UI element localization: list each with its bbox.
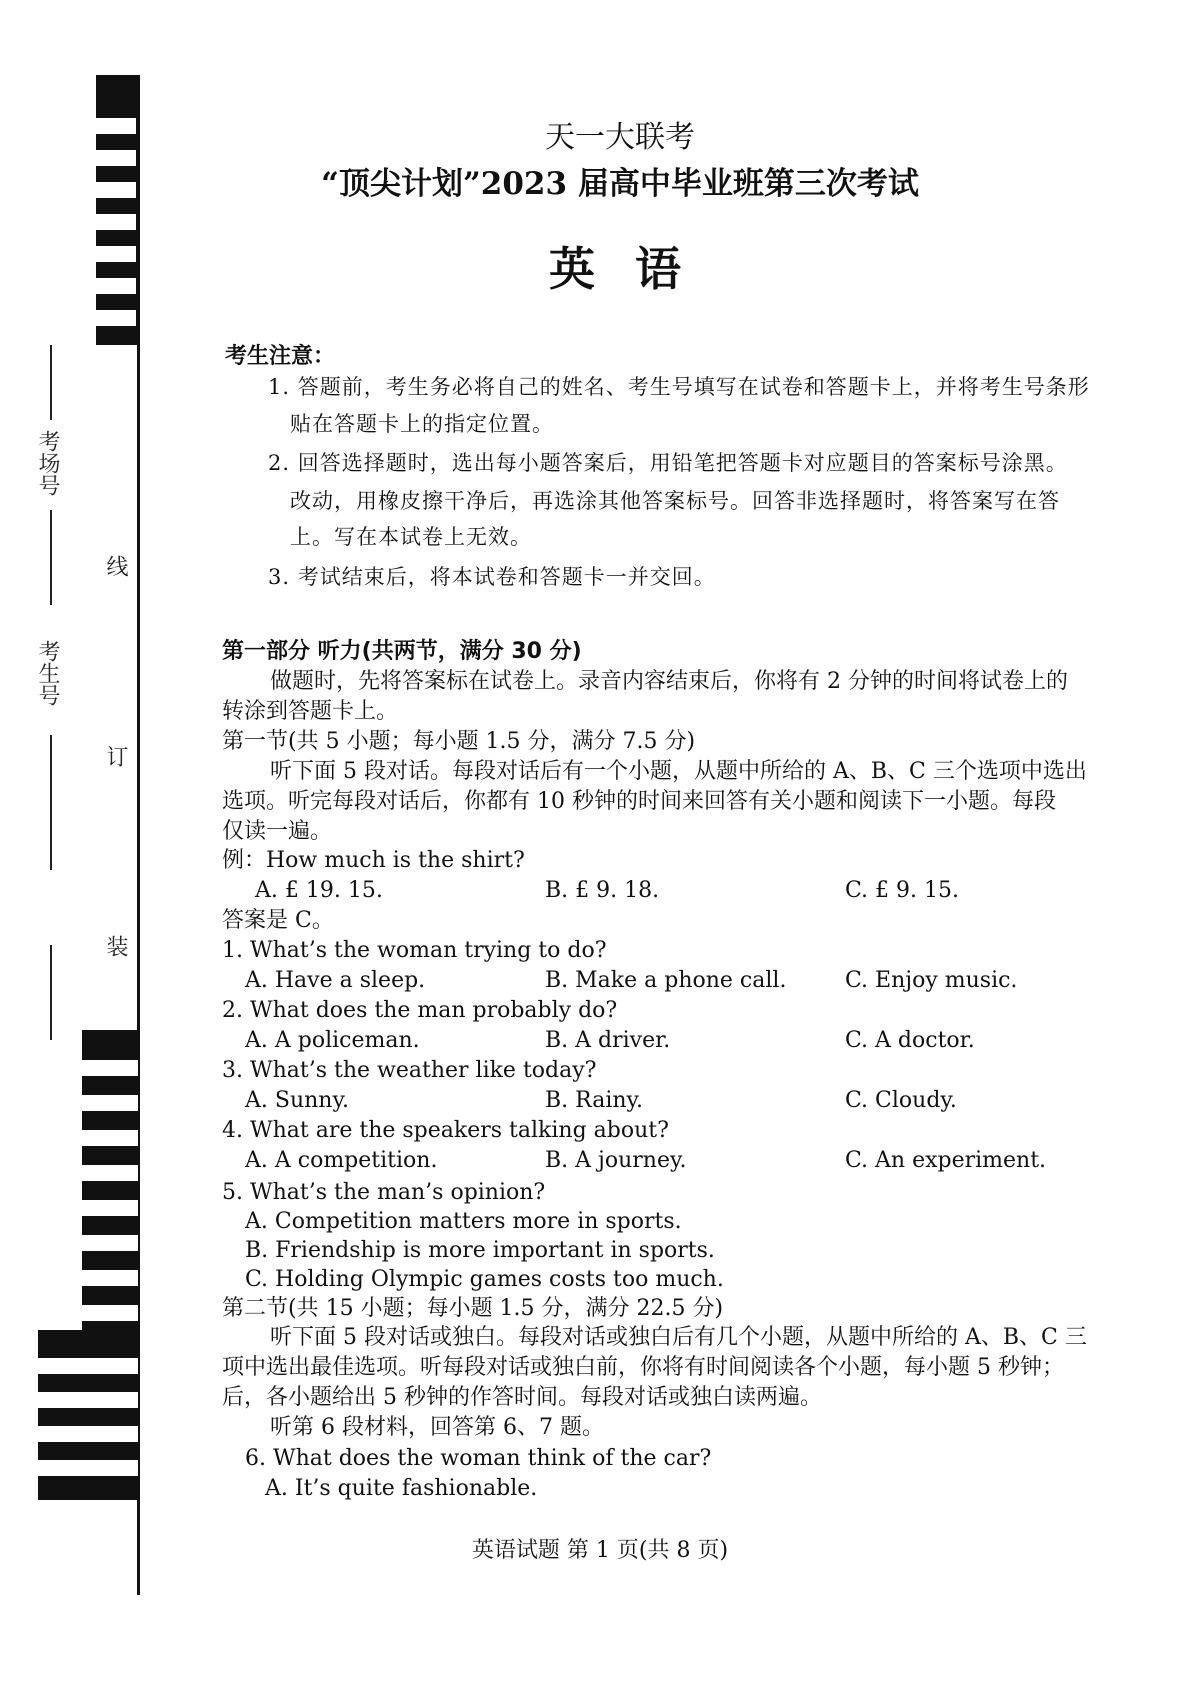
example-option-c: C. £ 9. 15. [845, 878, 959, 903]
example-option-a: A. £ 19. 15. [255, 878, 383, 903]
binding-gap [96, 278, 136, 294]
binding-gap [82, 1200, 138, 1216]
option-b: B. Make a phone call. [545, 968, 787, 993]
option-b: B. Rainy. [545, 1088, 644, 1113]
exam-title: “顶尖计划”2023 届高中毕业班第三次考试 [321, 166, 919, 202]
question: 1. What’s the woman trying to do? [222, 938, 607, 963]
option-c: C. An experiment. [845, 1148, 1047, 1173]
option-c: C. Holding Olympic games costs too much. [245, 1267, 724, 1292]
question: 2. What does the man probably do? [222, 998, 618, 1023]
question: 5. What’s the man’s opinion? [222, 1180, 546, 1205]
example-answer: 答案是 C。 [222, 908, 334, 933]
question: 6. What does the woman think of the car? [245, 1446, 712, 1471]
section2-intro: 听下面 5 段对话或独白。每段对话或独白后有几个小题，从题中所给的 A、B、C 三 [270, 1325, 1087, 1350]
option-a: A. It’s quite fashionable. [265, 1476, 538, 1501]
binding-gap [96, 214, 136, 230]
question: 3. What’s the weather like today? [222, 1058, 597, 1083]
section1-intro: 仅读一遍。 [222, 819, 333, 844]
part1-intro: 转涂到答题卡上。 [222, 699, 399, 724]
option-c: C. A doctor. [845, 1028, 975, 1053]
exam-room-field-line [50, 345, 52, 420]
part1-title: 第一部分 听力(共两节，满分 30 分) [222, 639, 582, 664]
exam-room-field-label: 考场号 [35, 430, 60, 496]
binding-gap [82, 1130, 138, 1146]
binding-gap [82, 1305, 138, 1321]
binding-mark-xian: 线 [103, 555, 128, 577]
option-a: A. Have a sleep. [245, 968, 426, 993]
question: 4. What are the speakers talking about? [222, 1118, 669, 1143]
section1-intro: 听下面 5 段对话。每段对话后有一个小题，从题中所给的 A、B、C 三个选项中选出 [270, 759, 1087, 784]
notice-item: 1. 答题前，考生务必将自己的姓名、考生号填写在试卷和答题卡上，并将考生号条形 [268, 375, 1090, 399]
section1-intro: 选项。听完每段对话后，你都有 10 秒钟的时间来回答有关小题和阅读下一小题。每段 [222, 789, 1056, 814]
option-a: A. A competition. [245, 1148, 438, 1173]
exam-room-field-line [50, 510, 52, 605]
binding-gap [82, 1165, 138, 1181]
section1-title: 第一节(共 5 小题；每小题 1.5 分，满分 7.5 分) [222, 729, 696, 754]
option-b: B. A journey. [545, 1148, 687, 1173]
candidate-number-field-line [50, 735, 52, 870]
option-a: A. Competition matters more in sports. [245, 1209, 682, 1234]
binding-gap [38, 1460, 138, 1476]
page-footer: 英语试题 第 1 页(共 8 页) [471, 1538, 729, 1563]
option-a: A. A policeman. [245, 1028, 420, 1053]
binding-gap [82, 1095, 138, 1111]
option-c: C. Enjoy music. [845, 968, 1018, 993]
section2-intro: 项中选出最佳选项。听每段对话或独白前，你将有时间阅读各个小题，每小题 5 秒钟； [222, 1355, 1064, 1380]
notice-item: 3. 考试结束后，将本试卷和答题卡一并交回。 [268, 565, 716, 589]
material-instruction: 听第 6 段材料，回答第 6、7 题。 [270, 1415, 604, 1440]
binding-gap [38, 1358, 138, 1374]
notice-item: 贴在答题卡上的指定位置。 [290, 412, 554, 436]
part1-intro: 做题时，先将答案标在试卷上。录音内容结束后，你将有 2 分钟的时间将试卷上的 [270, 669, 1068, 694]
subject-title: 英语 [549, 242, 721, 296]
candidate-number-field-label: 考生号 [35, 640, 60, 706]
binding-mark-zhuang: 装 [103, 935, 128, 957]
binding-gap [82, 1060, 138, 1076]
section2-title: 第二节(共 15 小题；每小题 1.5 分，满分 22.5 分) [222, 1296, 724, 1321]
notice-title: 考生注意： [225, 344, 336, 369]
binding-mark-ding: 订 [103, 745, 128, 767]
binding-gap [82, 1270, 138, 1286]
section2-intro: 后，各小题给出 5 秒钟的作答时间。每段对话或独白读两遍。 [222, 1385, 822, 1410]
option-a: A. Sunny. [245, 1088, 349, 1113]
option-c: C. Cloudy. [845, 1088, 957, 1113]
option-b: B. Friendship is more important in sports. [245, 1238, 715, 1263]
binding-gap [82, 1235, 138, 1251]
exam-org: 天一大联考 [545, 120, 695, 155]
binding-gap [38, 1426, 138, 1442]
binding-gap [96, 310, 136, 326]
binding-gap [96, 246, 136, 262]
option-b: B. A driver. [545, 1028, 671, 1053]
binding-gap [38, 1392, 138, 1408]
notice-item: 2. 回答选择题时，选出每小题答案后，用铅笔把答题卡对应题目的答案标号涂黑。 [268, 451, 1068, 475]
notice-item: 上。写在本试卷上无效。 [290, 525, 532, 549]
example-question: 例：How much is the shirt? [222, 848, 525, 873]
example-option-b: B. £ 9. 18. [545, 878, 660, 903]
notice-item: 改动，用橡皮擦干净后，再选涂其他答案标号。回答非选择题时，将答案写在答 [290, 489, 1060, 513]
candidate-number-field-line [50, 945, 52, 1040]
